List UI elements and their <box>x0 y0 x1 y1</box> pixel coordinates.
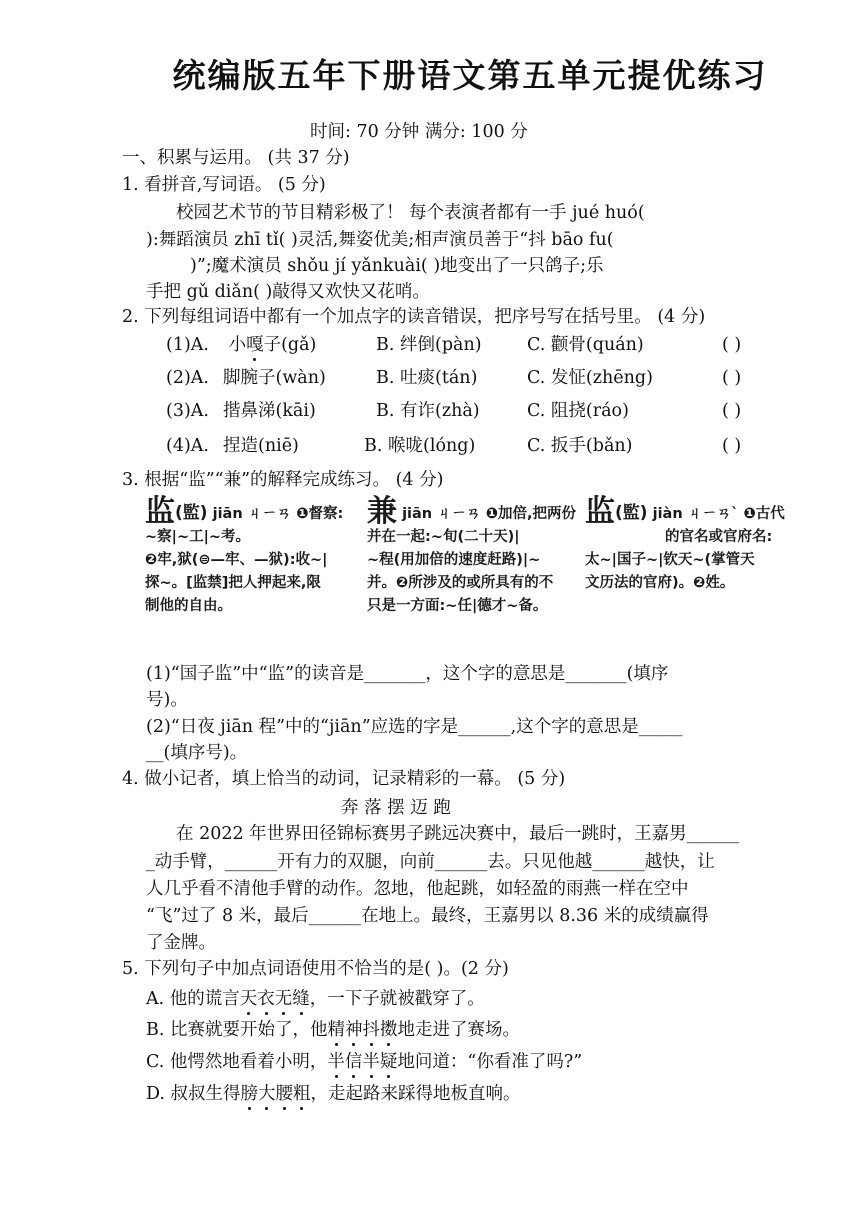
dotted-char: 神 <box>345 1020 363 1040</box>
page-title: 统编版五年下册语文第五单元提优练习 <box>172 56 768 95</box>
q4-passage-line: 人几乎看不清他手臂的动作。忽地，他起跳，如轻盈的雨燕一样在空中 <box>146 879 689 899</box>
dotted-char: 膀 <box>240 1084 259 1104</box>
q2-answer-paren[interactable]: ( ) <box>722 436 742 456</box>
dotted-char: 腰 <box>275 1084 294 1104</box>
q3-subquestion: (2)“日夜 jiān 程”中的“jiān”应选的字是______,这个字的意思是_____ <box>146 717 683 737</box>
dict-entry-jian3: 监(監) jiàn ㄐㄧㄢˋ ❶古代 的官名或官府名: 太~|国子~|钦天~(掌管天 文历法的官府)。❷姓。 <box>585 494 785 591</box>
q2-answer-paren[interactable]: ( ) <box>722 335 742 355</box>
q2-answer-paren[interactable]: ( ) <box>722 368 742 388</box>
q1-line: ):舞蹈演员 zhī tǐ( )灵活,舞姿优美;相声演员善于“抖 bāo fu( <box>146 230 614 250</box>
q2-option-c: C. 阻挠(ráo) <box>527 401 629 421</box>
q2-option-c: C. 扳手(bǎn) <box>527 436 633 456</box>
q4-passage-line: _动手臂，______开有力的双腿，向前______去。只见他越______越快，让 <box>146 852 715 872</box>
q3-subquestion: (1)“国子监”中“监”的读音是_______，这个字的意思是_______(填序 <box>146 664 669 684</box>
dotted-char: 精 <box>327 1020 345 1040</box>
dotted-word <box>327 1052 397 1072</box>
dotted-word <box>240 989 310 1009</box>
dictionary-excerpt <box>145 494 805 618</box>
section-heading: 一、积累与运用。 (共 37 分) <box>122 148 350 168</box>
dotted-char: 缝 <box>292 989 310 1009</box>
dotted-char: 粗 <box>293 1084 311 1104</box>
q2-option-b: B. 有诈(zhà) <box>376 401 480 421</box>
q2-option-b: B. 喉咙(lóng) <box>364 436 476 456</box>
exam-meta: 时间: 70 分钟 满分: 100 分 <box>310 122 528 142</box>
q2-option-b: B. 绊倒(pàn) <box>376 335 482 355</box>
dotted-char: 信 <box>344 1052 363 1072</box>
q1-line: 校园艺术节的节目精彩极了！ 每个表演者都有一手 jué huó( <box>176 203 645 223</box>
q5-heading: 5. 下列句子中加点词语使用不恰当的是( )。(2 分) <box>122 959 509 979</box>
q2-option-c: C. 颧骨(quán) <box>527 335 644 355</box>
dotted-char: 衣 <box>257 989 275 1009</box>
q2-option-c: C. 发怔(zhēng) <box>527 368 653 388</box>
q3-subquestion: 号)。 <box>146 690 188 710</box>
q2-heading: 2. 下列每组词语中都有一个加点字的读音错误，把序号写在括号里。 (4 分) <box>122 307 706 327</box>
dotted-word <box>241 1084 311 1104</box>
dotted-char: 大 <box>258 1084 276 1104</box>
dotted-char: 半 <box>362 1052 380 1072</box>
q3-subquestion: __(填序号)。 <box>146 743 248 763</box>
q2-option-row: (4)A. 捏造(niē) <box>166 436 299 456</box>
q4-passage-line: 在 2022 年世界田径锦标赛男子跳远决赛中，最后一跳时，王嘉男______ <box>176 824 740 844</box>
q5-option-c: C. 他愕然地看着小明，半信半疑地问道：“你看准了吗?” <box>146 1052 583 1072</box>
q2-option-row: (1)A. 小嘎子(gǎ) <box>166 335 317 355</box>
q4-passage-line: “飞”过了 8 米，最后______在地上。最终，王嘉男以 8.36 米的成绩赢得 <box>146 906 709 926</box>
word-bank: 奔 落 摆 迈 跑 <box>341 798 451 818</box>
q5-option-b: B. 比赛就要开始了，他精神抖擞地走进了赛场。 <box>146 1020 520 1040</box>
dotted-char: 半 <box>327 1052 345 1072</box>
q1-heading: 1. 看拼音,写词语。 (5 分) <box>122 175 326 195</box>
q2-option-row: (3)A. 揩鼻涕(kāi) <box>166 401 316 421</box>
q4-heading: 4. 做小记者，填上恰当的动词，记录精彩的一幕。 (5 分) <box>122 769 566 789</box>
q4-passage-line: 了金牌。 <box>146 933 216 953</box>
q2-answer-paren[interactable]: ( ) <box>722 401 742 421</box>
dotted-char: 疑 <box>379 1052 398 1072</box>
q5-option-a: A. 他的谎言天衣无缝，一下子就被戳穿了。 <box>146 989 485 1009</box>
q3-heading: 3. 根据“监”“兼”的解释完成练习。 (4 分) <box>122 470 444 490</box>
dotted-char: 无 <box>274 989 293 1009</box>
dict-entry-jian1: 监(監) jiān ㄐㄧㄢ ❶督察: ~察|~工|~考。 ❷牢,狱(⊜—牢、—狱):收~| 探~。[监禁]把人押起来,限 制他的自由。 <box>145 494 344 614</box>
dict-entry-jian2: 兼 jiān ㄐㄧㄢ ❶加倍,把两份 并在一起:~旬(二十天)| ~程(用加倍的速度赶路)|~ 并。❷所涉及的或所具有的不 只是一方面:~任|德才~备。 <box>367 494 576 614</box>
dotted-char: 抖 <box>362 1020 380 1040</box>
dotted-char: 天 <box>239 989 258 1009</box>
q5-option-d: D. 叔叔生得膀大腰粗，走起路来踩得地板直响。 <box>146 1084 521 1104</box>
dotted-char: 擞 <box>380 1020 398 1040</box>
q2-option-row: (2)A. 脚腕子(wàn) <box>166 368 326 388</box>
q2-option-b: B. 吐痰(tán) <box>376 368 478 388</box>
q1-line: 手把 gǔ diǎn( )敲得又欢快又花哨。 <box>146 282 430 302</box>
dotted-word <box>328 1020 398 1040</box>
q1-line: )”;魔术演员 shǒu jí yǎnkuài( )地变出了一只鸽子;乐 <box>190 256 604 276</box>
